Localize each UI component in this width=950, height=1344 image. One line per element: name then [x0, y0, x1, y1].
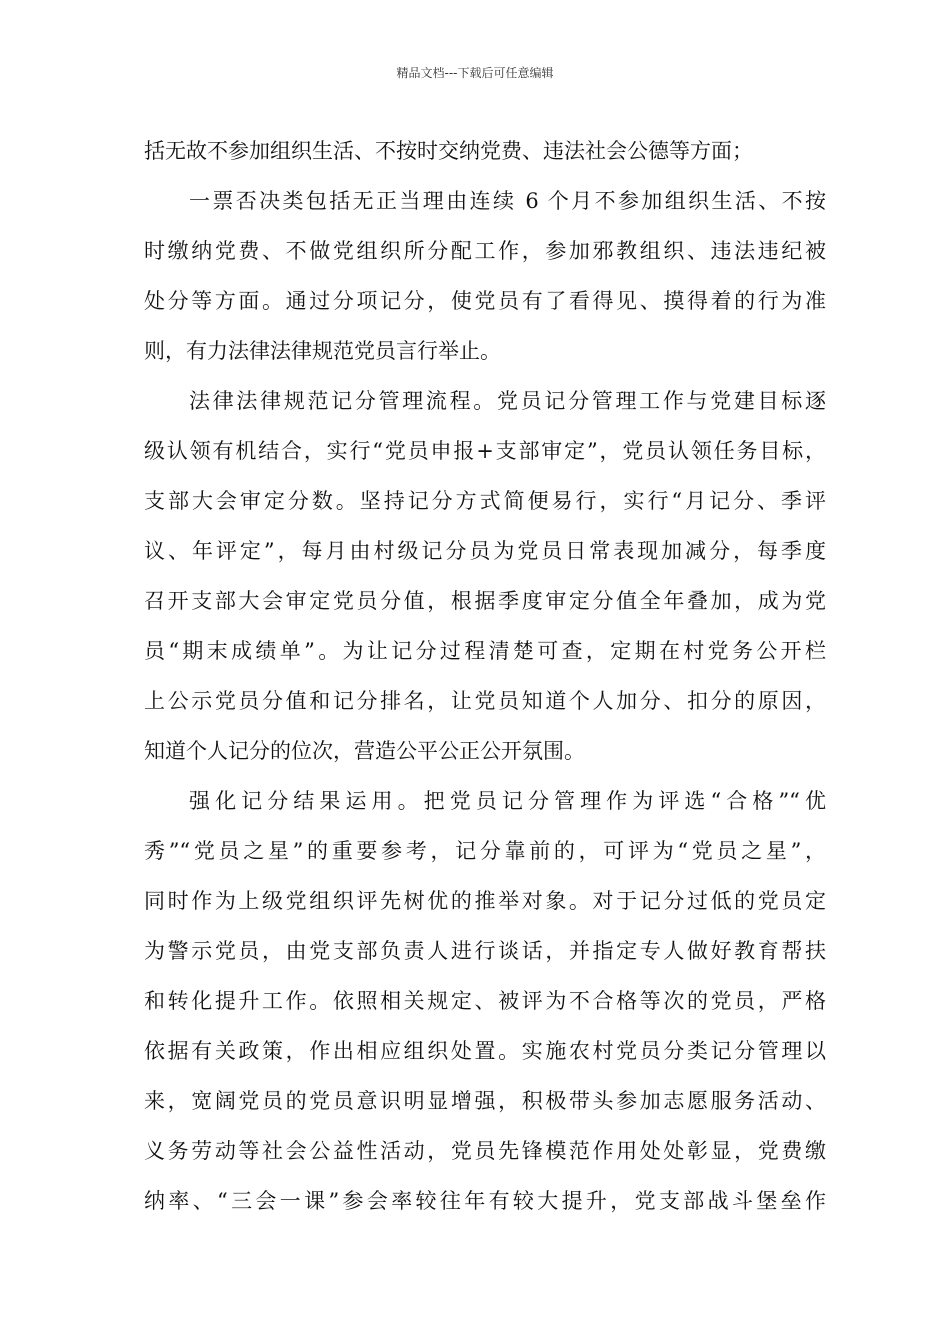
text-line: 和转化提升工作。依照相关规定、被评为不合格等次的党员，严格: [144, 989, 826, 1013]
text-line: 一票否决类包括无正当理由连续 6 个月不参加组织生活、不按: [189, 189, 826, 213]
text-line: 知道个人记分的位次，营造公平公正公开氛围。: [144, 739, 585, 763]
text-line: 级认领有机结合，实行“党员申报+支部审定”，党员认领任务目标，: [144, 439, 826, 463]
paragraph: [144, 176, 826, 376]
text-line: 处分等方面。通过分项记分，使党员有了看得见、摸得着的行为准: [144, 289, 826, 313]
text-line: 同时作为上级党组织评先树优的推举对象。对于记分过低的党员定: [144, 889, 826, 913]
text-line: 召开支部大会审定党员分值，根据季度审定分值全年叠加，成为党: [144, 589, 826, 613]
document-body: [144, 126, 826, 1226]
text-line: 员“期末成绩单”。为让记分过程清楚可查，定期在村党务公开栏: [144, 639, 826, 663]
text-line: 法律法律规范记分管理流程。党员记分管理工作与党建目标逐: [189, 389, 826, 413]
text-line: 括无故不参加组织生活、不按时交纳党费、违法社会公德等方面；: [144, 139, 753, 163]
text-line: 来，宽阔党员的党员意识明显增强，积极带头参加志愿服务活动、: [144, 1089, 826, 1113]
text-line: 义务劳动等社会公益性活动，党员先锋模范作用处处彰显，党费缴: [144, 1139, 826, 1163]
text-line: 秀”“党员之星”的重要参考，记分靠前的，可评为“党员之星”，: [144, 839, 826, 863]
text-line: 则，有力法律法律规范党员言行举止。: [144, 339, 501, 363]
text-line: 纳率、“三会一课”参会率较往年有较大提升，党支部战斗堡垒作: [144, 1189, 826, 1213]
text-line: 支部大会审定分数。坚持记分方式简便易行，实行“月记分、季评: [144, 489, 826, 513]
paragraph: [144, 776, 826, 1226]
text-line: 为警示党员，由党支部负责人进行谈话，并指定专人做好教育帮扶: [144, 939, 826, 963]
paragraph: [144, 126, 826, 176]
text-line: 依据有关政策，作出相应组织处置。实施农村党员分类记分管理以: [144, 1039, 826, 1063]
text-line: 时缴纳党费、不做党组织所分配工作，参加邪教组织、违法违纪被: [144, 239, 826, 263]
paragraph: [144, 376, 826, 776]
text-line: 强化记分结果运用。把党员记分管理作为评选“合格”“优: [189, 789, 826, 813]
text-line: 上公示党员分值和记分排名，让党员知道个人加分、扣分的原因，: [144, 689, 826, 713]
page-header: 精品文档---下载后可任意编辑: [396, 66, 554, 80]
text-line: 议、年评定”，每月由村级记分员为党员日常表现加减分，每季度: [144, 539, 826, 563]
